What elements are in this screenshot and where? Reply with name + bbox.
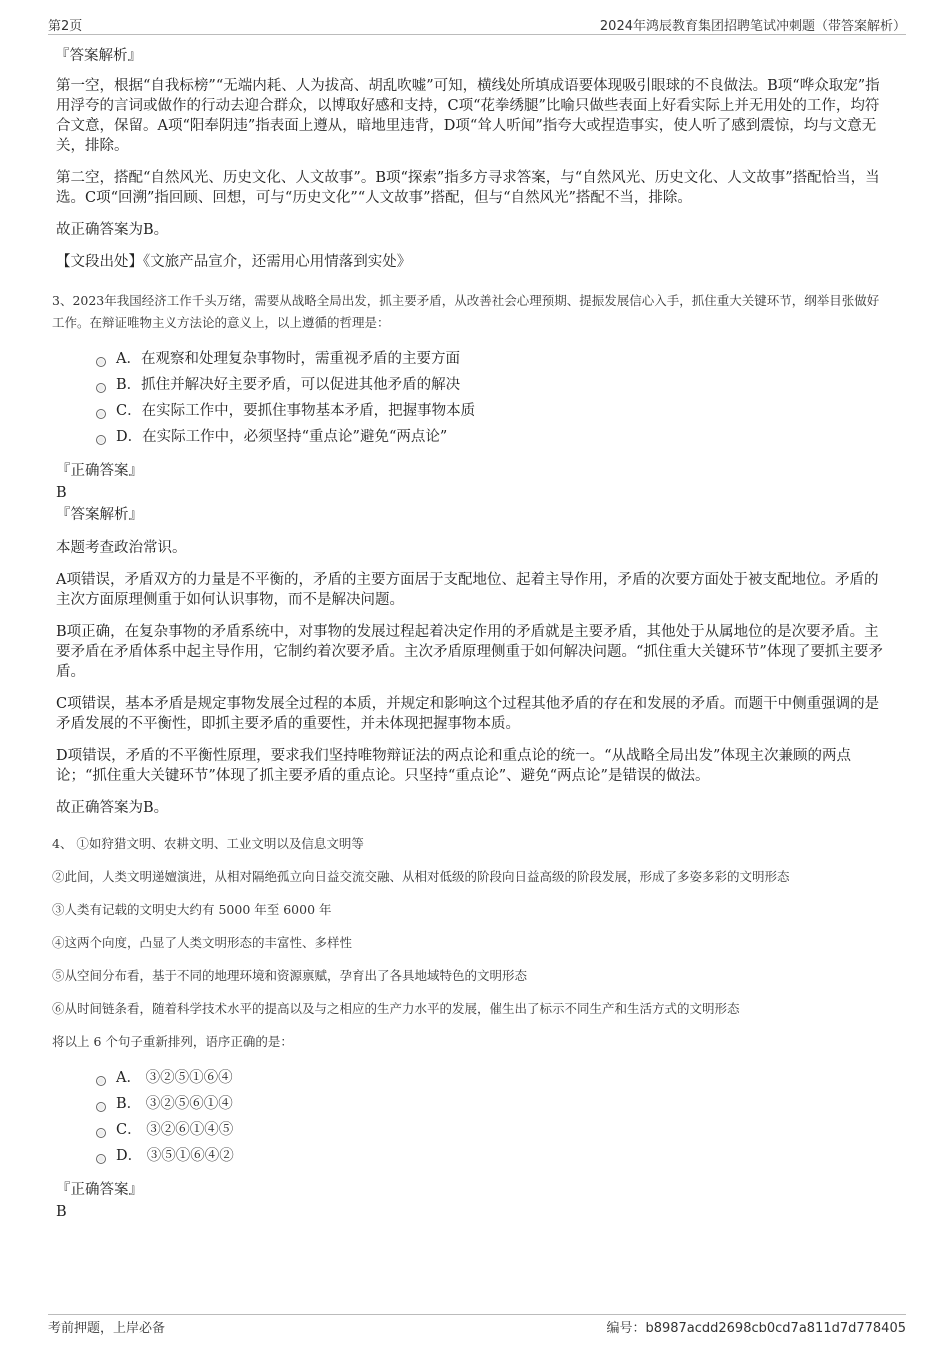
radio-icon[interactable] [96,383,106,393]
footer-slogan: 考前押题，上岸必备 [48,1321,166,1336]
option-a[interactable]: A．在观察和处理复杂事物时，需重视矛盾的主要方面 [96,346,886,372]
analysis-paragraph: A项错误，矛盾双方的力量是不平衡的，矛盾的主要方面居于支配地位、起着主导作用，矛盾的次要方面处于被支配地位。矛盾的主次方面原理侧重于如何认识事物，而不是解决问题。 [56,572,879,608]
page-footer [48,1314,906,1335]
sentence-item: ③人类有记载的文明史大约有 5000 年至 6000 年 [52,902,332,917]
option-a[interactable]: A． ③②⑤①⑥④ [96,1065,886,1091]
sentence-item: ⑥从时间链条看，随着科学技术水平的提高以及与之相应的生产力水平的发展，催生出了标示不同生产和生活方式的文明形态 [52,1001,740,1016]
option-list [96,346,886,450]
question-prompt: 将以上 6 个句子重新排列，语序正确的是： [52,1034,293,1049]
option-list [96,1065,886,1169]
page-header [48,12,906,35]
sentence-item: 4、 ①如狩猎文明、农耕文明、工业文明以及信息文明等 [52,836,364,851]
option-b[interactable]: B． ③②⑤⑥①④ [96,1091,886,1117]
sentence-item: ②此间，人类文明递嬗演进，从相对隔绝孤立向日益交流交融、从相对低级的阶段向日益高级的阶段发展，形成了多姿多彩的文明形态 [52,869,790,884]
radio-icon[interactable] [96,1076,106,1086]
analysis-paragraph: B项正确，在复杂事物的矛盾系统中，对事物的发展过程起着决定作用的矛盾就是主要矛盾，其他处于从属地位的是次要矛盾。主要矛盾在矛盾体系中起主导作用，它制约着次要矛盾。主次矛盾原理侧重于如何解决问题。“抓住重大关键环节”体现了要抓主要矛盾。 [56,624,883,680]
analysis-paragraph: C项错误，基本矛盾是规定事物发展全过程的本质，并规定和影响这个过程其他矛盾的存在和发展的矛盾。而题干中侧重强调的是矛盾发展的不平衡性，即抓主要矛盾的重要性，并未体现把握事物本质。 [56,696,880,732]
analysis-paragraph: 第一空，根据“自我标榜”“无端内耗、人为拔高、胡乱吹嘘”可知，横线处所填成语要体现吸引眼球的不良做法。B项“哗众取宠”指用浮夸的言词或做作的行动去迎合群众，以博取好感和支持，C项“花拳绣腿”比喻只做些表面上好看实际上并无用处的工作，均符合文意，保留。A项“阳奉阴违”指表面上遵从，暗地里违背，D项“耸人听闻”指夸大或捏造事实，使人听了感到震惊，均与文意无关，排除。 [56,78,880,154]
option-d[interactable]: D． ③⑤①⑥④② [96,1143,886,1169]
answer-value: B [56,1204,67,1220]
source-note: 【文段出处】《文旅产品宣介，还需用心用情落到实处》 [56,254,412,270]
document-body [52,46,886,1225]
answer-tag: 『正确答案』 [56,1182,143,1198]
option-d[interactable]: D．在实际工作中，必须坚持“重点论”避免“两点论” [96,424,886,450]
sentence-item: ⑤从空间分布看，基于不同的地理环境和资源禀赋，孕育出了各具地域特色的文明形态 [52,968,528,983]
sentence-item: ④这两个向度，凸显了人类文明形态的丰富性、多样性 [52,935,353,950]
document-code: 编号：b8987acdd2698cb0cd7a811d7d778405 [606,1321,906,1336]
radio-icon[interactable] [96,1154,106,1164]
analysis-conclusion: 故正确答案为B。 [56,800,169,816]
analysis-paragraph: 本题考查政治常识。 [56,540,187,556]
radio-icon[interactable] [96,1102,106,1112]
option-b[interactable]: B．抓住并解决好主要矛盾，可以促进其他矛盾的解决 [96,372,886,398]
option-c[interactable]: C．在实际工作中，要抓住事物基本矛盾，把握事物本质 [96,398,886,424]
radio-icon[interactable] [96,1128,106,1138]
answer-value: B [56,485,67,501]
radio-icon[interactable] [96,435,106,445]
page-number: 第2页 [48,19,83,34]
answer-tag: 『正确答案』 [56,463,143,479]
analysis-paragraph: 第二空，搭配“自然风光、历史文化、人文故事”。B项“探索”指多方寻求答案，与“自然风光、历史文化、人文故事”搭配恰当，当选。C项“回溯”指回顾、回想，可与“历史文化”“人文故事”搭配，但与“自然风光”搭配不当，排除。 [56,170,880,206]
analysis-paragraph: D项错误，矛盾的不平衡性原理，要求我们坚持唯物辩证法的两点论和重点论的统一。“从战略全局出发”体现主次兼顾的两点论；“抓住重大关键环节”体现了抓主要矛盾的重点论。只坚持“重点论”、避免“两点论”是错误的做法。 [56,748,851,784]
analysis-tag: 『答案解析』 [55,48,142,64]
document-title: 2024年鸿辰教育集团招聘笔试冲刺题（带答案解析） [599,19,906,34]
question-stem: 3、2023年我国经济工作千头万绪，需要从战略全局出发，抓主要矛盾，从改善社会心理预期、提振发展信心入手，抓住重大关键环节，纲举目张做好工作。在辩证唯物主义方法论的意义上，以上遵循的哲理是： [52,293,880,330]
option-c[interactable]: C． ③②⑥①④⑤ [96,1117,886,1143]
radio-icon[interactable] [96,409,106,419]
radio-icon[interactable] [96,357,106,367]
analysis-tag: 『答案解析』 [56,507,143,523]
analysis-conclusion: 故正确答案为B。 [56,222,169,238]
